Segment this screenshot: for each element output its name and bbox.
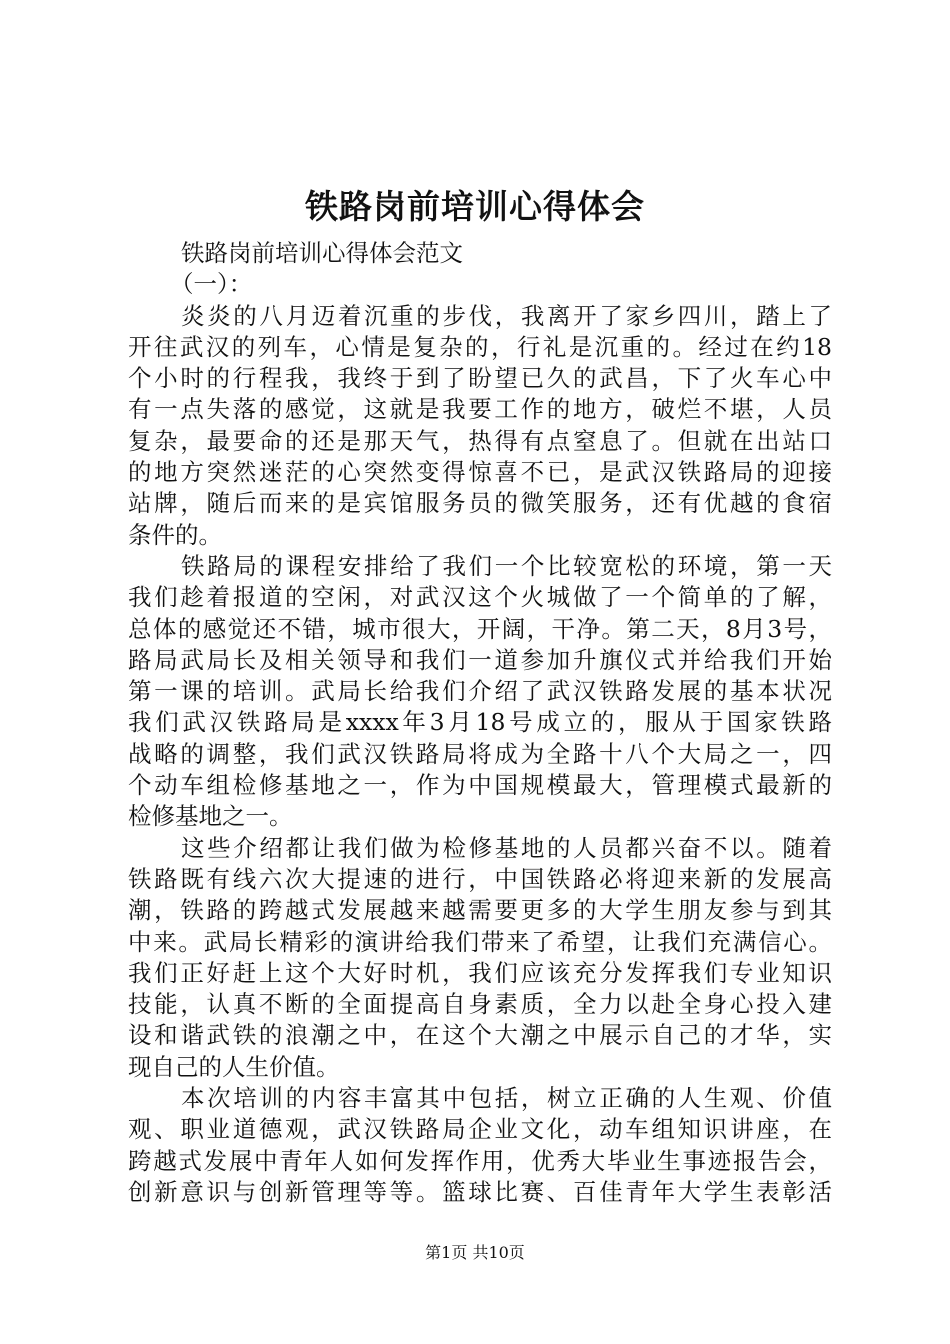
- document-body: [128, 238, 832, 1208]
- paragraph-line: 检修基地之一。: [128, 802, 293, 831]
- paragraph-line: 个动车组检修基地之一，作为中国规模最大，管理模式最新的: [128, 771, 832, 800]
- paragraph-line: 第一课的培训。武局长给我们介绍了武汉铁路发展的基本状况: [128, 677, 832, 706]
- paragraph-line: 我们武汉铁路局是xxxx年3月18号成立的，服从于国家铁路: [128, 708, 832, 737]
- subtitle-line: 铁路岗前培训心得体会范文: [181, 239, 463, 267]
- paragraph-line: 铁路局的课程安排给了我们一个比较宽松的环境，第一天: [181, 551, 832, 580]
- paragraph-line: 炎炎的八月迈着沉重的步伐，我离开了家乡四川，踏上了: [181, 301, 832, 330]
- paragraph-line: 战略的调整，我们武汉铁路局将成为全路十八个大局之一，四: [128, 739, 832, 768]
- paragraph-line: 的地方突然迷茫的心突然变得惊喜不已，是武汉铁路局的迎接: [128, 458, 832, 487]
- paragraph-line: 站牌，随后而来的是宾馆服务员的微笑服务，还有优越的食宿: [128, 489, 832, 518]
- paragraph-line: 条件的。: [128, 520, 222, 549]
- paragraph-line: 有一点失落的感觉，这就是我要工作的地方，破烂不堪，人员: [128, 395, 832, 424]
- paragraph-line: 技能，认真不断的全面提高自身素质，全力以赴全身心投入建: [128, 990, 832, 1019]
- paragraph-line: 我们正好赶上这个大好时机，我们应该充分发挥我们专业知识: [128, 958, 832, 987]
- paragraph-line: 个小时的行程我，我终于到了盼望已久的武昌，下了火车心中: [128, 364, 832, 393]
- paragraph-line: 跨越式发展中青年人如何发挥作用，优秀大毕业生事迹报告会，: [128, 1146, 832, 1175]
- paragraph-line: 开往武汉的列车，心情是复杂的，行礼是沉重的。经过在约18: [128, 332, 832, 361]
- section-marker: （一）：: [170, 270, 253, 299]
- paragraph-line: 现自己的人生价值。: [128, 1052, 340, 1081]
- paragraph-line: 复杂，最要命的还是那天气，热得有点窒息了。但就在出站口: [128, 426, 832, 455]
- paragraph-line: 铁路既有线六次大提速的进行，中国铁路必将迎来新的发展高: [128, 864, 832, 893]
- paragraph-line: 本次培训的内容丰富其中包括，树立正确的人生观、价值: [181, 1084, 832, 1113]
- paragraph-line: 潮，铁路的跨越式发展越来越需要更多的大学生朋友参与到其: [128, 896, 832, 925]
- paragraph-line: 设和谐武铁的浪潮之中，在这个大潮之中展示自己的才华，实: [128, 1021, 832, 1050]
- paragraph-line: 创新意识与创新管理等等。篮球比赛、百佳青年大学生表彰活: [128, 1177, 832, 1206]
- paragraph-line: 总体的感觉还不错，城市很大，开阔，干净。第二天，8月3号，: [128, 614, 832, 643]
- document-title: 铁路岗前培训心得体会: [305, 187, 645, 226]
- paragraph-line: 我们趁着报道的空闲，对武汉这个火城做了一个简单的了解，: [128, 583, 832, 612]
- paragraph-line: 路局武局长及相关领导和我们一道参加升旗仪式并给我们开始: [128, 645, 832, 674]
- paragraph-line: 中来。武局长精彩的演讲给我们带来了希望，让我们充满信心。: [128, 927, 832, 956]
- page-footer: 第1页 共10页: [425, 1243, 525, 1262]
- paragraph-line: 这些介绍都让我们做为检修基地的人员都兴奋不以。随着: [181, 833, 832, 862]
- paragraph-line: 观、职业道德观，武汉铁路局企业文化，动车组知识讲座，在: [128, 1115, 832, 1144]
